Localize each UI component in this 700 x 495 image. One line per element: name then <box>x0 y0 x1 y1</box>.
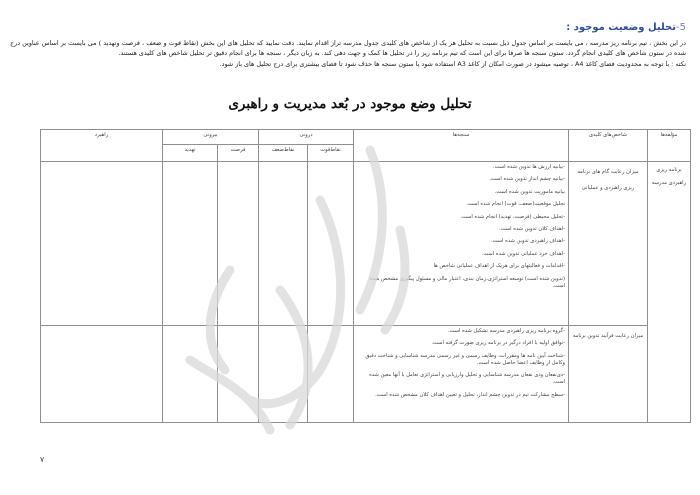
header-strategy: راهبرد <box>41 130 163 162</box>
opportunity-cell[interactable] <box>218 326 259 423</box>
intro-paragraph: در این بخش ، تیم برنامه ریز مدرسه ، می بایست بر اساس جدول ذیل نسبت به تحلیل هر یک از شاخص های کلیدی جدول مدرسه تراز اقدام نمایند. دقت نمایید که تحلیل های این بخش (نقاط قوت و ضعف ، فرصت وتهدید ) می بایست بر اساس عناوین درج شده در ستون شاخص های کلیدی انجام گردد. ستون سنجه ها صرفا برای این است که تیم برنامه ریز را در تحلیل ها کمک و جهت دهی کند. به زبان دیگر ، سنجه ها برای انجام دقیق تر تحلیل شاخص های کلیدی هستند. <box>10 39 686 58</box>
table-row <box>41 326 691 423</box>
measures-cell <box>354 162 569 326</box>
measure-item: -تحلیل محیطی (فرصت، تهدید) انجام شده است. <box>460 213 565 220</box>
strategy-cell[interactable] <box>41 326 163 423</box>
header-measures: سنجه‌ها <box>354 130 569 162</box>
measure-item: -بیانیه چشم انداز تدوین شده است. <box>489 176 565 183</box>
strategy-cell[interactable] <box>41 162 163 326</box>
header-strengths: نقاط‌قوت <box>308 145 354 162</box>
section-intro <box>10 38 686 69</box>
table-row <box>41 162 691 326</box>
weaknesses-cell[interactable] <box>259 162 308 326</box>
measure-item: -اقدامات و فعالیتهای برای هریک از اهداف عملیاتی شاخص ها <box>433 263 565 270</box>
measure-item: (تدوین شده است) توسعه استراتژی،زمان بندی، اعتبار مالی و مسئول پیگیری مشخص شده است. <box>369 275 565 289</box>
measure-item: -توافق اولیه با افراد درگیر در برنامه ریزی صورت گرفته است. <box>431 340 565 347</box>
opportunity-cell[interactable] <box>218 162 259 326</box>
measure-item: -اهداف راهبردی تدوین شده است. <box>490 238 565 245</box>
measure-item: -گروه برنامه ریزی راهبردی مدرسه تشکیل شده است. <box>447 328 565 334</box>
page-number: ۷ <box>40 455 45 464</box>
header-external: بیرونی <box>163 130 259 145</box>
measure-item: -اهداف کلان تدوین شده است. <box>499 225 565 232</box>
key-indicator-cell: میزان رعایت فرآیند تدوین برنامه <box>569 326 648 423</box>
analysis-table <box>40 129 691 423</box>
key-indicator-cell: میزان رعایت گام های برنامه ریزی راهبردی و عملیاتی <box>569 162 648 326</box>
header-opportunity: فرصت <box>218 145 259 162</box>
measure-item: بیانیه ماموریت تدوین شده است. <box>494 188 565 195</box>
measure-item: -سطح مشارکت تیم در تدوین چشم انداز، تحلیل و تعیین اهداف کلان مشخص شده است. <box>375 391 565 398</box>
section-number: 5- <box>676 22 686 33</box>
document-title: تحلیل وضع موجود در بُعد مدیریت و راهبری <box>228 96 472 112</box>
section-heading <box>566 22 686 33</box>
measure-item: -اهداف خرد عملیاتی تدوین شده است. <box>481 250 565 257</box>
measure-item: -بیانیه ارزش ها تدوین شده است. <box>493 164 565 170</box>
measure-item: تحلیل موقعیت(ضعف، قوت) انجام شده است. <box>466 201 565 208</box>
weaknesses-cell[interactable] <box>259 326 308 423</box>
header-weaknesses: نقاط‌ضعف <box>259 145 308 162</box>
threat-cell[interactable] <box>163 326 218 423</box>
measures-cell <box>354 326 569 423</box>
header-components: مؤلفه‌ها <box>648 130 691 162</box>
header-threat: تهدید <box>163 145 218 162</box>
intro-note: نکته : با توجه به محدودیت فضای کاغذ A4 ، توصیه میشود در صورت امکان از کاغذ A3 استفاده شود یا ستون سنجه ها حذف شود تا فضای بیشتری برای درج تحلیل های باز شود. <box>219 59 686 68</box>
measure-item: -شناخت آیین نامه ها ومقررات، وظایف رسمی و غیر رسمی مدرسه شناسایی و شناخت دقیق وکامل از وظایف اعضا حاصل شده است. <box>365 352 565 366</box>
strengths-cell[interactable] <box>308 326 354 423</box>
header-internal: درونی <box>259 130 354 145</box>
strengths-cell[interactable] <box>308 162 354 326</box>
measure-item: -ذی‌نفعان وذی نفعان مدرسه شناسایی و تحلیل وارزیابی و استراتژی تعامل با آنها معین شده است. <box>369 372 565 386</box>
header-key-indicators: شاخص‌های کلیدی <box>569 130 648 162</box>
component-cell: برنامه ریزی راهبردی مدرسه <box>648 162 691 423</box>
section-title: تحلیل وضعیت موجود : <box>566 22 677 33</box>
threat-cell[interactable] <box>163 162 218 326</box>
